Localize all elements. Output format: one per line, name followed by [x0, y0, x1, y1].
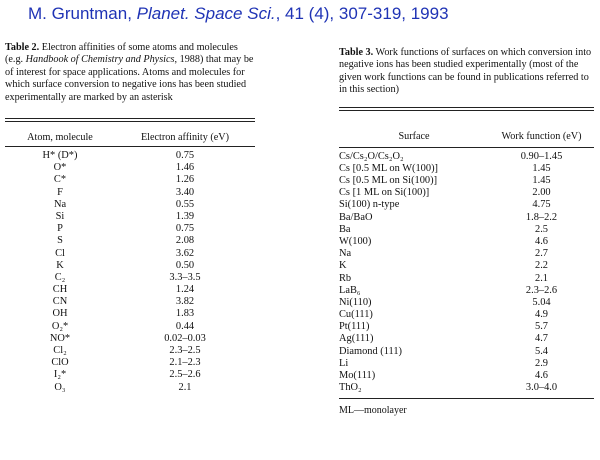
- cell-electron-affinity: 0.75: [175, 150, 195, 162]
- cell-work-function: 3.0–4.0: [525, 382, 558, 394]
- cell-electron-affinity: 2.5–2.6: [169, 369, 201, 381]
- cell-electron-affinity: 1.26: [175, 174, 195, 186]
- cell-electron-affinity: 1.39: [175, 210, 195, 222]
- cell-work-function: 2.3–2.6: [525, 284, 558, 296]
- cell-atom-molecule: OH: [52, 308, 68, 320]
- cell-atom-molecule: CH: [52, 284, 68, 296]
- table-2-caption: [5, 42, 255, 104]
- cell-electron-affinity: 2.08: [175, 235, 195, 247]
- cell-electron-affinity: 0.44: [175, 320, 195, 332]
- cell-work-function: 2.00: [532, 187, 551, 199]
- table-2-header-rule: [5, 146, 255, 147]
- cell-electron-affinity: 0.55: [175, 198, 195, 210]
- table-row: [5, 333, 255, 345]
- table-2-header-affinity: Electron affinity (eV): [140, 132, 230, 144]
- cell-work-function: 1.45: [532, 175, 551, 186]
- cell-work-function: 2.9: [535, 357, 548, 369]
- cell-atom-molecule: C₂: [54, 271, 66, 283]
- cell-electron-affinity: 0.50: [175, 259, 195, 271]
- cell-electron-affinity: 3.40: [175, 186, 195, 198]
- table-row: [339, 285, 594, 297]
- cell-work-function: 4.7: [535, 333, 548, 345]
- table-row: [339, 333, 594, 345]
- cell-atom-molecule: P: [57, 223, 63, 235]
- table-row: [5, 174, 255, 186]
- table-row: [339, 273, 594, 285]
- cell-atom-molecule: H* (D*): [42, 150, 78, 162]
- cell-electron-affinity: 1.46: [175, 162, 195, 174]
- table-row: [339, 187, 594, 199]
- cell-surface: Ba/BaO: [339, 211, 373, 223]
- table-3-header-surface: Surface: [398, 130, 430, 142]
- table-3-header-work-function: Work function (eV): [501, 130, 582, 142]
- table-3-header: [339, 111, 594, 145]
- table-row: [339, 321, 594, 333]
- table-3-header-rule: [339, 147, 594, 148]
- cell-atom-molecule: O₃: [54, 381, 66, 393]
- cell-work-function: 5.04: [532, 296, 551, 308]
- cell-surface: W(100): [339, 235, 372, 247]
- table-row: [339, 199, 594, 211]
- cell-atom-molecule: O*: [53, 162, 67, 174]
- cell-electron-affinity: 2.1–2.3: [169, 357, 201, 369]
- cell-surface: Ni(110): [339, 296, 372, 308]
- cell-surface: Cs [1 ML on Si(100)]: [339, 187, 430, 199]
- table-row: [5, 150, 255, 162]
- cell-work-function: 4.6: [535, 370, 548, 381]
- cell-atom-molecule: Cl: [55, 247, 65, 259]
- cell-atom-molecule: Si: [55, 210, 65, 222]
- cell-electron-affinity: 1.24: [175, 284, 195, 296]
- cell-surface: Cu(111): [339, 309, 373, 321]
- table-2-caption-text-a: Electron affinities of some atoms and molecules (e.g.: [5, 42, 238, 66]
- cell-work-function: 2.1: [535, 272, 548, 284]
- cell-electron-affinity: 3.62: [175, 247, 195, 259]
- table-row: [5, 223, 255, 235]
- cell-work-function: 5.7: [535, 321, 548, 333]
- table-row: [339, 346, 594, 358]
- table-row: [339, 309, 594, 321]
- cell-surface: Cs/Cs₂O/Cs₂O₂: [339, 150, 404, 162]
- cell-work-function: 4.75: [532, 199, 551, 211]
- table-3: [339, 47, 594, 416]
- cell-electron-affinity: 0.75: [175, 223, 195, 235]
- cell-work-function: 5.4: [535, 345, 548, 357]
- table-2-caption-italic: Handbook of Chemistry and Physics: [25, 54, 175, 66]
- citation-details: , 41 (4), 307-319, 1993: [275, 4, 449, 23]
- table-row: [5, 248, 255, 260]
- table-3-caption-text: Work functions of surfaces on which conversion into negative ions has been studied experimentally (most of the given work functions can be found in publications referred to in this section): [339, 47, 592, 96]
- table-3-body: [339, 151, 594, 395]
- cell-surface: Pt(111): [339, 321, 370, 333]
- table-row: [339, 358, 594, 370]
- cell-atom-molecule: C*: [53, 174, 67, 186]
- table-2-body: [5, 150, 255, 394]
- cell-atom-molecule: ClO: [51, 357, 69, 369]
- cell-work-function: 4.9: [535, 309, 548, 321]
- citation-journal: Planet. Space Sci.: [136, 4, 276, 23]
- cell-surface: Cs [0.5 ML on W(100)]: [339, 162, 438, 174]
- cell-atom-molecule: CN: [52, 296, 68, 308]
- cell-surface: Rb: [339, 272, 352, 284]
- table-row: [5, 296, 255, 308]
- table-3-footnote: ML—monolayer: [339, 405, 407, 417]
- cell-surface: Li: [339, 357, 349, 369]
- table-row: [5, 162, 255, 174]
- cell-surface: Cs [0.5 ML on Si(100)]: [339, 175, 438, 186]
- table-row: [339, 163, 594, 175]
- table-row: [5, 272, 255, 284]
- table-row: [339, 224, 594, 236]
- cell-electron-affinity: 3.82: [175, 296, 195, 308]
- cell-work-function: 4.6: [535, 235, 548, 247]
- table-row: [5, 321, 255, 333]
- table-row: [339, 248, 594, 260]
- cell-surface: LaB₆: [339, 284, 361, 296]
- table-row: [5, 308, 255, 320]
- cell-work-function: 2.7: [535, 248, 548, 260]
- table-row: [339, 382, 594, 394]
- cell-electron-affinity: 0.02–0.03: [164, 332, 206, 344]
- table-2-header: [5, 122, 255, 144]
- cell-atom-molecule: O₂*: [51, 320, 69, 332]
- table-2-header-atom: Atom, molecule: [27, 132, 93, 144]
- cell-atom-molecule: Na: [53, 198, 67, 210]
- table-row: [5, 284, 255, 296]
- cell-surface: Na: [339, 248, 352, 260]
- cell-electron-affinity: 1.83: [175, 308, 195, 320]
- cell-electron-affinity: 3.3–3.5: [169, 271, 201, 283]
- table-row: [339, 370, 594, 382]
- table-row: [5, 199, 255, 211]
- table-2-label: Table 2.: [5, 42, 40, 53]
- cell-work-function: 2.5: [535, 223, 548, 235]
- cell-surface: Ag(111): [339, 333, 374, 345]
- table-row: [5, 211, 255, 223]
- cell-atom-molecule: NO*: [49, 332, 71, 344]
- table-row: [5, 345, 255, 357]
- cell-surface: Si(100) n-type: [339, 199, 400, 211]
- cell-work-function: 1.45: [532, 162, 551, 174]
- table-row: [339, 260, 594, 272]
- table-row: [339, 212, 594, 224]
- cell-surface: ThO₂: [339, 382, 362, 394]
- cell-atom-molecule: K: [56, 259, 64, 271]
- table-row: [5, 369, 255, 381]
- table-3-label: Table 3.: [339, 47, 374, 58]
- cell-atom-molecule: S: [57, 235, 63, 247]
- table-row: [339, 297, 594, 309]
- cell-work-function: 1.8–2.2: [525, 211, 558, 223]
- table-3-caption: [339, 47, 594, 97]
- cell-atom-molecule: Cl₂: [53, 345, 67, 357]
- cell-surface: Diamond (111): [339, 345, 403, 357]
- table-row: [339, 236, 594, 248]
- table-row: [339, 175, 594, 187]
- cell-surface: K: [339, 260, 347, 272]
- citation-author: M. Gruntman,: [28, 4, 132, 23]
- table-3-bottom-rule: [339, 398, 594, 399]
- cell-atom-molecule: F: [57, 186, 63, 198]
- cell-work-function: 0.90–1.45: [520, 150, 563, 162]
- table-row: [339, 151, 594, 163]
- cell-surface: Ba: [339, 223, 351, 235]
- cell-surface: Mo(111): [339, 370, 376, 381]
- cell-work-function: 2.2: [535, 260, 548, 272]
- table-row: [5, 187, 255, 199]
- table-row: [5, 260, 255, 272]
- table-2-caption-text-b: , 1988) that may be of interest for space applications. Atoms and molecules for which surface conversion to negative ions has been studied experimentally are marked by an asterisk: [5, 54, 254, 103]
- table-row: [5, 357, 255, 369]
- cell-electron-affinity: 2.1: [178, 381, 192, 393]
- cell-electron-affinity: 2.3–2.5: [169, 345, 201, 357]
- table-row: [5, 235, 255, 247]
- table-row: [5, 382, 255, 394]
- cell-atom-molecule: I₂*: [53, 369, 67, 381]
- table-2: [5, 42, 255, 394]
- citation-header: [28, 4, 588, 24]
